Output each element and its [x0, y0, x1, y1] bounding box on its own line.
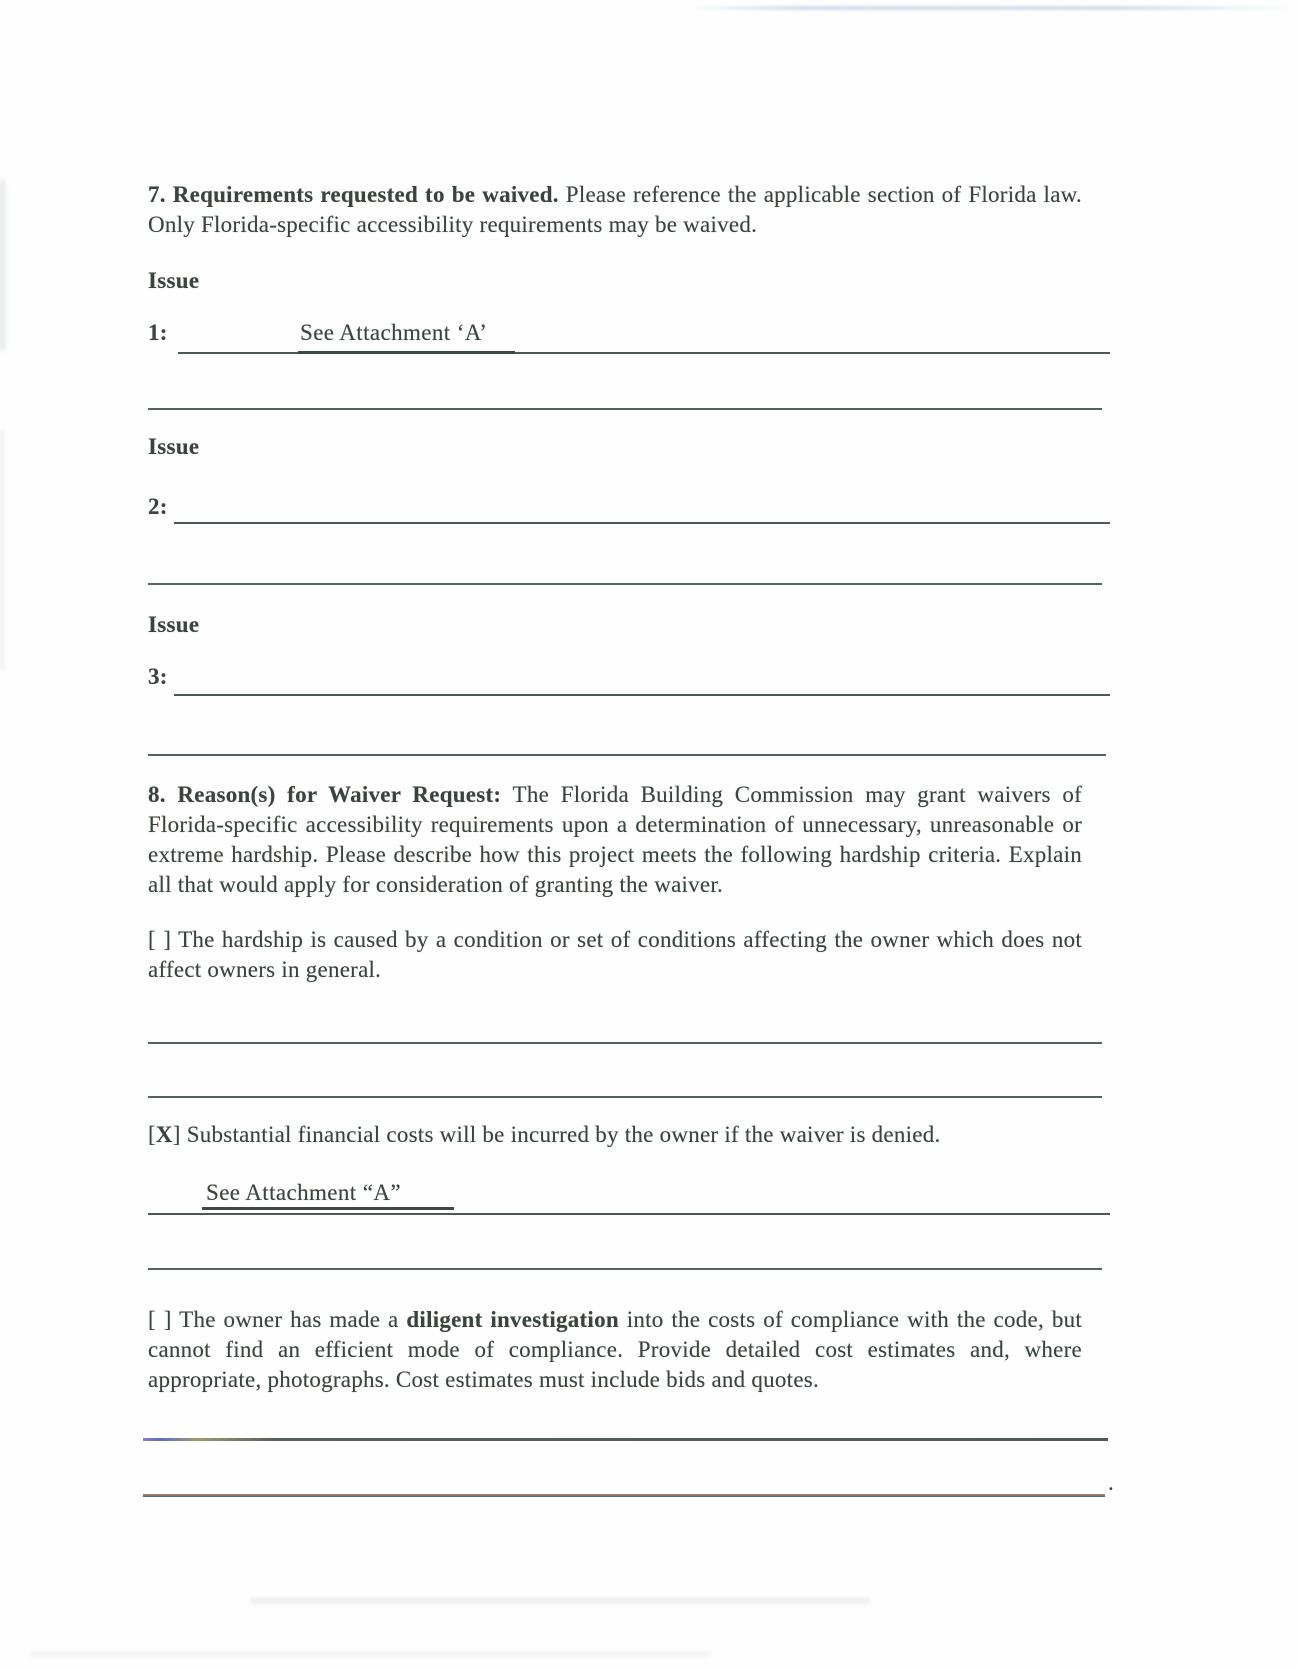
criterion3-answer-line-1 [143, 1438, 1108, 1441]
section8-body: The Florida Building Commission may grant waivers of Florida-specific accessibility requirements upon a determination of unnecessary, unreasonable or extreme hardship. Please describe how this project meets the following hardship criteria. Explain all that would apply for consideration of granting the waiver. [148, 782, 1082, 897]
criterion3-text-pre: The owner has made a [179, 1307, 407, 1332]
issue2-label: Issue [148, 434, 200, 459]
issue2-number: 2: [148, 494, 168, 519]
criterion-hardship-condition [148, 925, 1082, 985]
scan-smudge-bottom-2 [30, 1652, 710, 1656]
criterion2-checkbox-x-mark: X [155, 1122, 173, 1147]
section7-body: Please reference the applicable section of Florida law. Only Florida-specific accessibility requirements may be waived. [148, 182, 1083, 237]
criterion2-text: Substantial financial costs will be incurred by the owner if the waiver is denied. [186, 1122, 941, 1147]
issue1-label: Issue [148, 268, 200, 293]
issue3-extra-line [148, 754, 1106, 756]
criterion1-answer-line-2 [148, 1096, 1102, 1098]
issue3-label: Issue [148, 612, 200, 637]
criterion1-text: The hardship is caused by a condition or set of conditions affecting the owner which does not affect owners in general. [148, 927, 1082, 982]
criterion3-answer-line-2 [143, 1494, 1105, 1497]
issue1-extra-line [148, 408, 1102, 410]
criterion2-answer-line-dark-segment [202, 1207, 454, 1210]
criterion1-checkbox: [ ] [148, 927, 172, 952]
scan-smudge-left-edge [0, 180, 5, 350]
criterion3-text-post: into the costs of compliance with the code, but cannot find an efficient mode of compliance. Provide detailed cost estimates and, where appropriate, photographs. Cost estimates must include bids and quotes. [148, 1307, 1082, 1392]
section7-paragraph [148, 180, 1082, 240]
criterion-diligent-investigation [148, 1305, 1082, 1395]
issue2-extra-line [148, 583, 1102, 585]
trailing-period: . [1108, 1470, 1115, 1495]
criterion1-answer-line-1 [148, 1042, 1102, 1044]
criterion2-checkbox: [X] [148, 1122, 181, 1147]
section7-title: Requirements requested to be waived. [172, 182, 559, 207]
issue3-answer-line [174, 694, 1110, 696]
criterion2-extra-line [148, 1268, 1102, 1270]
section8-paragraph [148, 780, 1082, 900]
scan-smudge-left-edge-2 [0, 430, 4, 670]
criterion3-text-bold: diligent investigation [406, 1307, 619, 1332]
section7-number: 7. [148, 182, 166, 207]
issue3-number: 3: [148, 664, 168, 689]
criterion2-answer-text: See Attachment “A” [206, 1180, 401, 1205]
issue1-answer-line-dark-segment [298, 351, 515, 354]
criterion2-answer-line [148, 1213, 1110, 1215]
issue2-answer-line [174, 522, 1110, 524]
section8-number: 8. [148, 782, 166, 807]
criterion-substantial-costs [148, 1120, 1082, 1150]
scan-smudge-bottom [250, 1598, 870, 1603]
criterion3-checkbox: [ ] [148, 1307, 172, 1332]
scan-streak-top [690, 6, 1290, 10]
issue1-number: 1: [148, 320, 168, 345]
section8-title: Reason(s) for Waiver Request: [177, 782, 502, 807]
issue1-value: See Attachment ‘A’ [300, 320, 488, 345]
